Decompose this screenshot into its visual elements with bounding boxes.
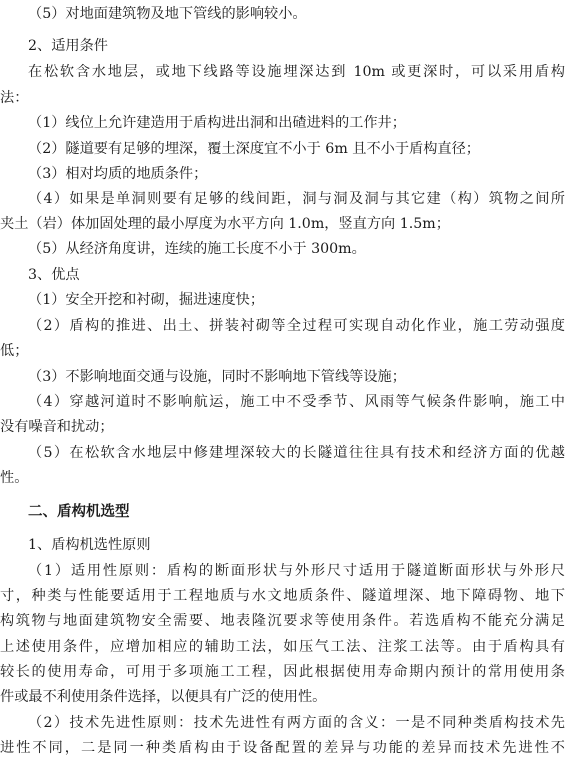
list-item: （4）穿越河道时不影响航运，施工中不受季节、风雨等气候条件影响，施工中 <box>28 394 565 410</box>
list-item: （5）在松软含水地层中修建埋深较大的长隧道往往具有技术和经济方面的优越 <box>28 445 565 461</box>
paragraph-line: 件或最不利使用条件选择，以便具有广泛的使用性。 <box>0 689 327 705</box>
paragraph-line: 构筑物与地面建筑物安全需要、地表隆沉要求等使用条件。若选盾构不能充分满足 <box>0 613 565 629</box>
section-heading: 3、优点 <box>28 267 80 283</box>
list-item: （3）相对均质的地质条件； <box>28 166 208 182</box>
list-item: （3）不影响地面交通与设施，同时不影响地下管线等设施； <box>28 369 406 385</box>
list-item: （2）盾构的推进、出土、拼装衬砌等全过程可实现自动化作业，施工劳动强度 <box>28 318 565 334</box>
paragraph-line: 较长的使用寿命，可用于多项施工工程，因此根据使用寿命期内预计的常用使用条 <box>0 664 565 680</box>
paragraph-line: 上述使用条件，应增加相应的辅助工法，如压气工法、注浆工法等。由于盾构具有 <box>0 639 565 655</box>
list-item: （2）隧道要有足够的埋深，覆土深度宜不小于 6m 且不小于盾构直径； <box>28 141 480 157</box>
list-item: （2）技术先进性原则：技术先进性有两方面的含义：一是不同种类盾构技术先 <box>28 715 565 731</box>
paragraph-line: 低； <box>0 343 29 359</box>
paragraph-line: 性。 <box>0 470 29 486</box>
list-item: （1）适用性原则：盾构的断面形状与外形尺寸适用于隧道断面形状与外形尺 <box>28 563 565 579</box>
list-item: （5）从经济角度讲，连续的施工长度不小于 300m。 <box>28 241 366 257</box>
paragraph-line: 在松软含水地层，或地下线路等设施埋深达到 10m 或更深时，可以采用盾构 <box>28 64 565 80</box>
list-item: （4）如果是单洞则要有足够的线间距，洞与洞及洞与其它建（构）筑物之间所 <box>28 191 565 207</box>
paragraph-line: 夹土（岩）体加固处理的最小厚度为水平方向 1.0m，竖直方向 1.5m； <box>0 216 450 232</box>
list-item: （1）线位上允许建造用于盾构进出洞和出碴进料的工作井； <box>28 115 406 131</box>
list-item: （1）安全开挖和衬砌，掘进速度快； <box>28 292 265 308</box>
chapter-heading: 二、盾构机选型 <box>28 504 130 520</box>
section-heading: 1、盾构机选性原则 <box>28 537 151 553</box>
section-heading: 2、适用条件 <box>28 38 108 54</box>
paragraph-line: 没有噪音和扰动； <box>0 419 114 435</box>
paragraph-line: 进性不同，二是同一种类盾构由于设备配置的差异与功能的差异而技术先进性不 <box>0 740 565 756</box>
paragraph-line: 法： <box>0 90 29 106</box>
paragraph-line: 寸，种类与性能要适用于工程地质与水文地质条件、隧道埋深、地下障碍物、地下 <box>0 588 565 604</box>
paragraph-line: （5）对地面建筑物及地下管线的影响较小。 <box>28 6 307 22</box>
